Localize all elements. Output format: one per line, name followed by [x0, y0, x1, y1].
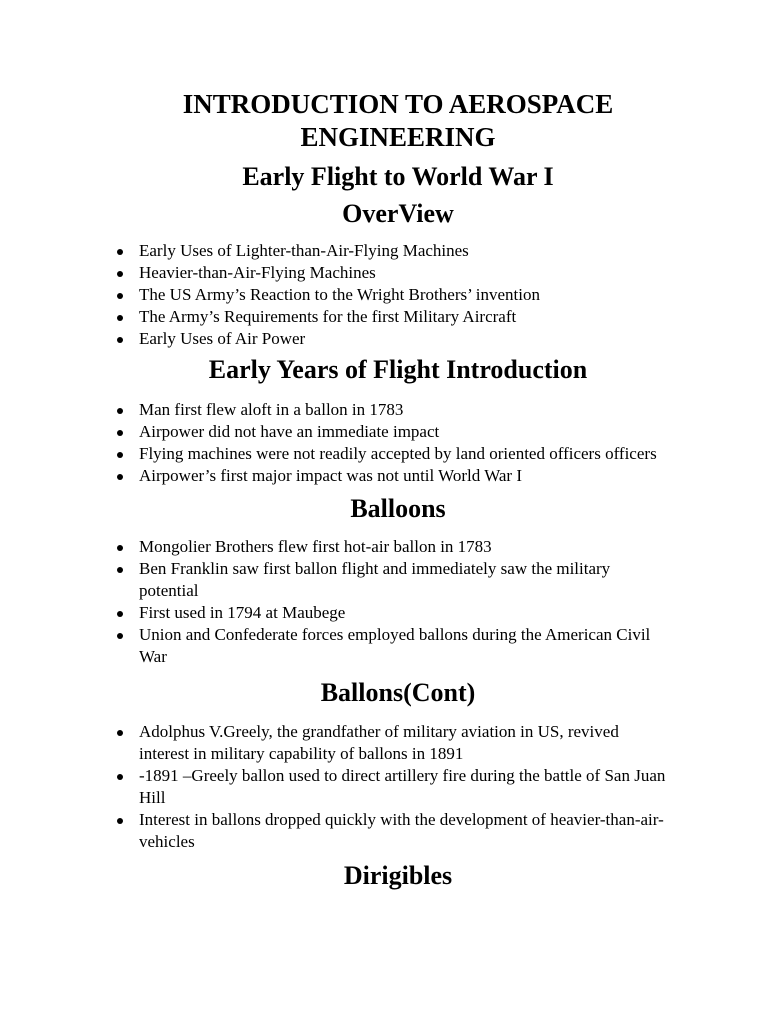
- list-item-text: The Army’s Requirements for the first Military Aircraft: [139, 307, 517, 326]
- list-item: [114, 465, 672, 487]
- document-title: INTRODUCTION TO AEROSPACE ENGINEERING: [182, 89, 614, 152]
- list-item: [114, 306, 672, 328]
- early-years-bullet-list: [114, 399, 672, 487]
- list-item: [114, 602, 672, 624]
- list-item-text: Heavier-than-Air-Flying Machines: [139, 263, 376, 282]
- list-item: [114, 443, 672, 465]
- list-item: [114, 399, 672, 421]
- list-item: [114, 624, 672, 668]
- list-item: [114, 809, 672, 853]
- section-heading-overview: OverView: [342, 199, 454, 228]
- bullet-icon: [117, 293, 123, 299]
- list-item-text: Interest in ballons dropped quickly with the development of heavier-than-air-vehicles: [139, 810, 664, 851]
- list-item-text: The US Army’s Reaction to the Wright Brothers’ invention: [139, 285, 540, 304]
- section-heading-early-years: Early Years of Flight Introduction: [208, 355, 588, 384]
- list-item: [114, 284, 672, 306]
- list-item-text: Airpower did not have an immediate impact: [139, 422, 440, 441]
- bullet-icon: [117, 774, 123, 780]
- list-item: [114, 262, 672, 284]
- list-item: [114, 765, 672, 809]
- section-heading-balloons: Balloons: [350, 494, 446, 523]
- bullet-icon: [117, 567, 123, 573]
- bullet-icon: [117, 611, 123, 617]
- bullet-icon: [117, 430, 123, 436]
- list-item-text: Ben Franklin saw first ballon flight and immediately saw the military potential: [139, 559, 611, 600]
- bullet-icon: [117, 633, 123, 639]
- balloons-bullet-list: [114, 536, 672, 668]
- list-item-text: Airpower’s first major impact was not until World War I: [139, 466, 522, 485]
- section-heading-dirigibles: Dirigibles: [343, 861, 453, 890]
- list-item: [114, 328, 672, 350]
- list-item-text: -1891 –Greely ballon used to direct artillery fire during the battle of San Juan Hill: [139, 766, 666, 807]
- bullet-icon: [117, 315, 123, 321]
- list-item: [114, 558, 672, 602]
- bullet-icon: [117, 452, 123, 458]
- list-item: [114, 721, 672, 765]
- list-item-text: Mongolier Brothers flew first hot-air ballon in 1783: [139, 537, 492, 556]
- list-item-text: Man first flew aloft in a ballon in 1783: [139, 400, 404, 419]
- bullet-icon: [117, 474, 123, 480]
- bullet-icon: [117, 271, 123, 277]
- bullet-icon: [117, 249, 123, 255]
- list-item-text: Flying machines were not readily accepted by land oriented officers officers: [139, 444, 657, 463]
- bullet-icon: [117, 337, 123, 343]
- bullet-icon: [117, 408, 123, 414]
- list-item: [114, 536, 672, 558]
- section-heading-ballons-cont: Ballons(Cont): [320, 678, 476, 707]
- list-item-text: Early Uses of Lighter-than-Air-Flying Machines: [139, 241, 469, 260]
- bullet-icon: [117, 545, 123, 551]
- overview-bullet-list: [114, 240, 672, 350]
- list-item-text: Adolphus V.Greely, the grandfather of military aviation in US, revived interest in military capability of ballons in 1891: [139, 722, 619, 763]
- list-item-text: First used in 1794 at Maubege: [139, 603, 346, 622]
- bullet-icon: [117, 818, 123, 824]
- document-subtitle: Early Flight to World War I: [242, 162, 554, 191]
- list-item: [114, 240, 672, 262]
- list-item: [114, 421, 672, 443]
- list-item-text: Union and Confederate forces employed ballons during the American Civil War: [139, 625, 651, 666]
- bullet-icon: [117, 730, 123, 736]
- list-item-text: Early Uses of Air Power: [139, 329, 306, 348]
- ballons-cont-bullet-list: [114, 721, 672, 853]
